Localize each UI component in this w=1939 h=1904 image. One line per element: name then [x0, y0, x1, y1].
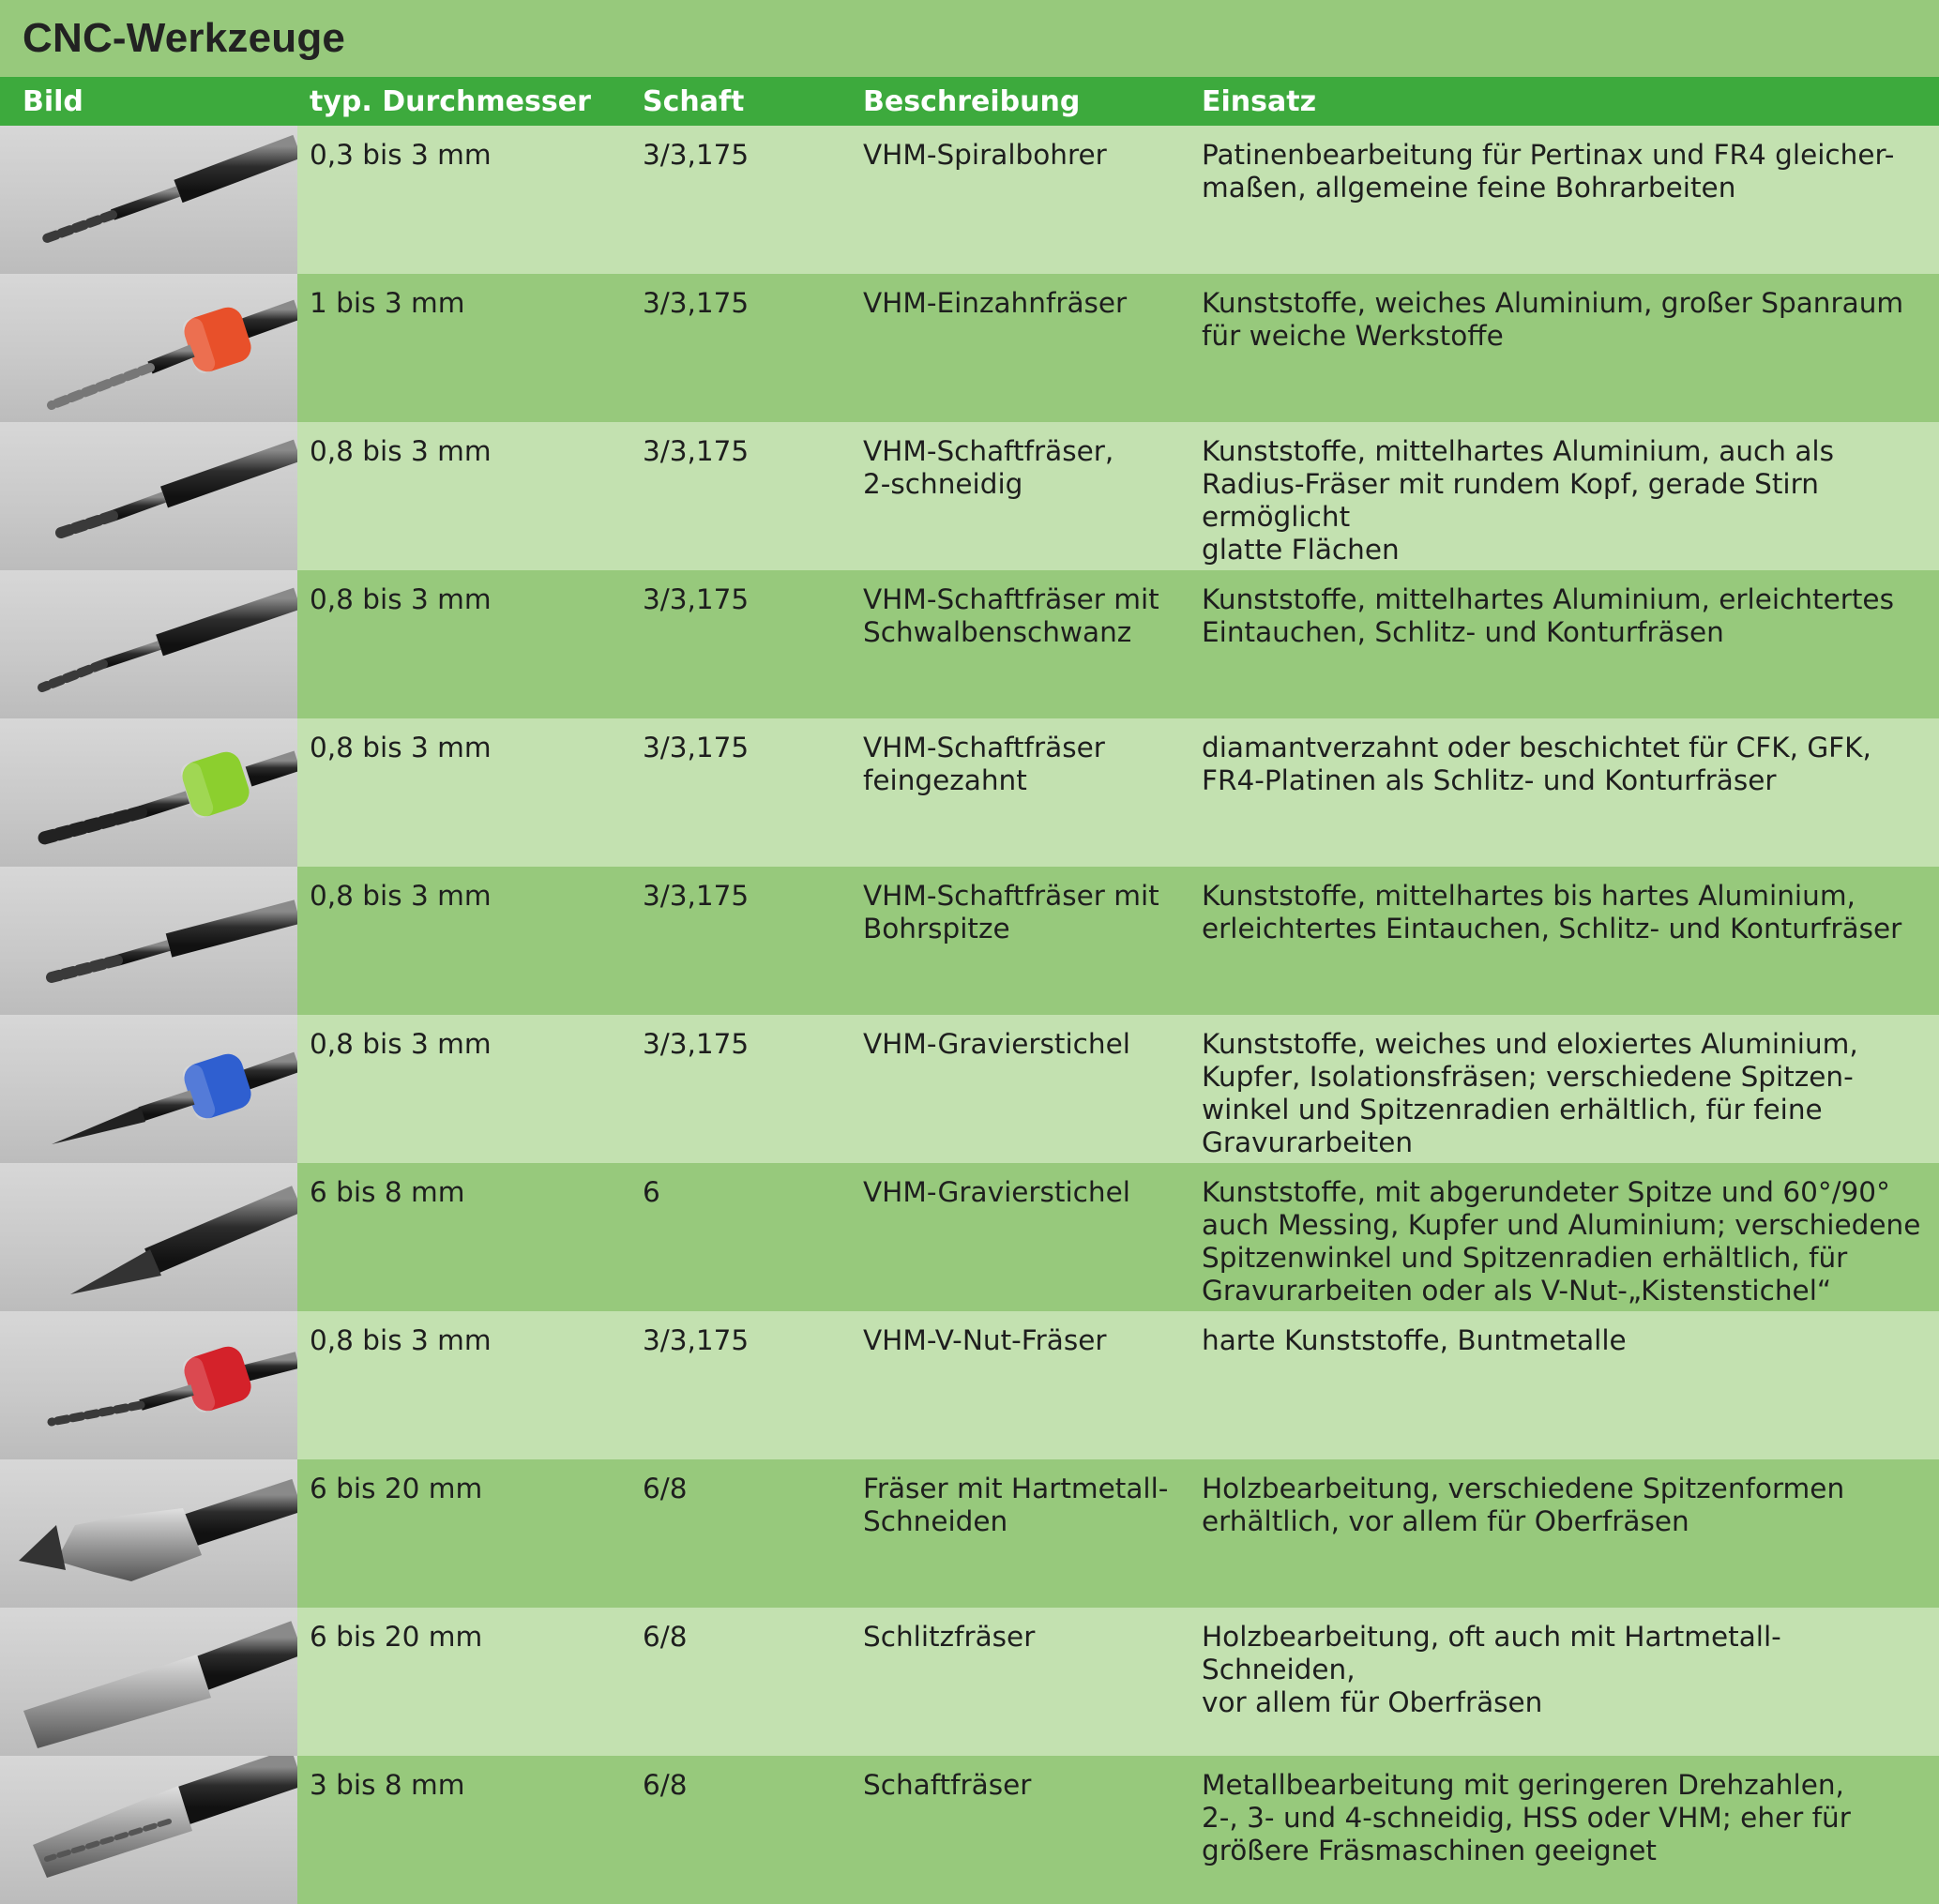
- table-body: [0, 126, 1939, 1904]
- page-title: CNC-Werkzeuge: [23, 15, 346, 61]
- end-mill-fishtail-image: [0, 570, 297, 718]
- table-row: [0, 126, 1939, 274]
- cell-durchmesser: 0,3 bis 3 mm: [310, 139, 492, 171]
- cell-durchmesser: 0,8 bis 3 mm: [310, 435, 492, 467]
- cell-durchmesser: 6 bis 8 mm: [310, 1176, 465, 1208]
- table-row: [0, 1756, 1939, 1904]
- engraving-bit-large-image: [0, 1163, 297, 1311]
- cell-beschreibung: Fräser mit Hartmetall- Schneiden: [863, 1473, 1169, 1537]
- cell-schaft: 3/3,175: [643, 732, 750, 763]
- header-schaft: Schaft: [643, 84, 745, 118]
- cell-beschreibung: VHM-V-Nut-Fräser: [863, 1324, 1107, 1356]
- cell-durchmesser: 6 bis 20 mm: [310, 1473, 483, 1504]
- table-row: [0, 274, 1939, 422]
- cell-beschreibung: VHM-Schaftfräser, 2-schneidig: [863, 435, 1114, 500]
- table-row: [0, 1608, 1939, 1756]
- cell-schaft: 6/8: [643, 1769, 688, 1801]
- slot-cutter-image: [0, 1608, 297, 1756]
- cell-durchmesser: 3 bis 8 mm: [310, 1769, 465, 1801]
- end-mill-two-flute-image: [0, 422, 297, 570]
- table-row: [0, 1459, 1939, 1608]
- cell-durchmesser: 0,8 bis 3 mm: [310, 880, 492, 912]
- cell-beschreibung: VHM-Spiralbohrer: [863, 139, 1107, 171]
- cell-einsatz: Kunststoffe, weiches Aluminium, großer Spanraum für weiche Werkstoffe: [1202, 287, 1904, 352]
- cell-schaft: 3/3,175: [643, 583, 750, 615]
- v-groove-cutter-red-ring-image: [0, 1311, 297, 1459]
- header-durchmesser: typ. Durchmesser: [310, 84, 591, 118]
- cell-durchmesser: 0,8 bis 3 mm: [310, 1028, 492, 1060]
- cell-schaft: 3/3,175: [643, 880, 750, 912]
- cell-einsatz: Kunststoffe, mit abgerundeter Spitze und 60°/90° auch Messing, Kupfer und Aluminium; verschiedene Spitzenwinkel und Spitzenradien erhältlich, für Gravurarbeiten oder als V-Nut-„Kistenstichel“: [1202, 1176, 1921, 1307]
- title-bar: [0, 0, 1939, 77]
- end-mill-hss-image: [0, 1756, 297, 1904]
- cell-schaft: 6: [643, 1176, 660, 1208]
- cell-beschreibung: VHM-Schaftfräser mit Bohrspitze: [863, 880, 1159, 944]
- cell-einsatz: Kunststoffe, mittelhartes bis hartes Aluminium, erleichtertes Eintauchen, Schlitz- und Konturfräser: [1202, 880, 1902, 944]
- single-flute-cutter-orange-ring-image: [0, 274, 297, 422]
- table-row: [0, 570, 1939, 718]
- cell-beschreibung: VHM-Schaftfräser mit Schwalbenschwanz: [863, 583, 1159, 648]
- header-einsatz: Einsatz: [1202, 84, 1317, 118]
- header-beschreibung: Beschreibung: [863, 84, 1081, 118]
- cell-einsatz: diamantverzahnt oder beschichtet für CFK, GFK, FR4-Platinen als Schlitz- und Konturfräser: [1202, 732, 1871, 796]
- table-row: [0, 1015, 1939, 1163]
- cell-durchmesser: 0,8 bis 3 mm: [310, 583, 492, 615]
- cell-beschreibung: VHM-Gravierstichel: [863, 1028, 1130, 1060]
- cell-schaft: 3/3,175: [643, 139, 750, 171]
- cell-beschreibung: VHM-Gravierstichel: [863, 1176, 1130, 1208]
- cell-einsatz: Metallbearbeitung mit geringeren Drehzahlen, 2-, 3- und 4-schneidig, HSS oder VHM; eher für größere Fräsmaschinen geeignet: [1202, 1769, 1851, 1866]
- table-row: [0, 867, 1939, 1015]
- cell-schaft: 6/8: [643, 1621, 688, 1653]
- table-row: [0, 1311, 1939, 1459]
- cell-schaft: 6/8: [643, 1473, 688, 1504]
- spiral-drill-bit-image: [0, 126, 297, 274]
- cell-beschreibung: Schlitzfräser: [863, 1621, 1036, 1653]
- table-row: [0, 1163, 1939, 1311]
- cell-einsatz: Kunststoffe, mittelhartes Aluminium, auch als Radius-Fräser mit rundem Kopf, gerade Stirn ermöglicht glatte Flächen: [1202, 435, 1834, 566]
- cell-beschreibung: Schaftfräser: [863, 1769, 1032, 1801]
- table-row: [0, 422, 1939, 570]
- cell-einsatz: Kunststoffe, weiches und eloxiertes Aluminium, Kupfer, Isolationsfräsen; verschiedene Spitzen- winkel und Spitzenradien erhältlich, für feine Gravurarbeiten: [1202, 1028, 1858, 1158]
- header-bild: Bild: [23, 84, 83, 118]
- cell-beschreibung: VHM-Schaftfräser feingezahnt: [863, 732, 1105, 796]
- fine-tooth-cutter-green-ring-image: [0, 718, 297, 867]
- table-header: [0, 77, 1939, 126]
- end-mill-drill-point-image: [0, 867, 297, 1015]
- carbide-v-router-bit-image: [0, 1459, 297, 1608]
- cell-einsatz: harte Kunststoffe, Buntmetalle: [1202, 1324, 1627, 1356]
- cell-durchmesser: 0,8 bis 3 mm: [310, 732, 492, 763]
- table-row: [0, 718, 1939, 867]
- cell-einsatz: Holzbearbeitung, verschiedene Spitzenformen erhältlich, vor allem für Oberfräsen: [1202, 1473, 1845, 1537]
- cell-schaft: 3/3,175: [643, 435, 750, 467]
- cell-durchmesser: 6 bis 20 mm: [310, 1621, 483, 1653]
- cell-durchmesser: 0,8 bis 3 mm: [310, 1324, 492, 1356]
- cell-durchmesser: 1 bis 3 mm: [310, 287, 465, 319]
- cell-einsatz: Holzbearbeitung, oft auch mit Hartmetall-Schneiden, vor allem für Oberfräsen: [1202, 1621, 1781, 1718]
- cell-schaft: 3/3,175: [643, 1028, 750, 1060]
- cell-schaft: 3/3,175: [643, 1324, 750, 1356]
- cell-einsatz: Patinenbearbeitung für Pertinax und FR4 gleicher- maßen, allgemeine feine Bohrarbeiten: [1202, 139, 1895, 204]
- engraving-bit-blue-ring-image: [0, 1015, 297, 1163]
- cell-schaft: 3/3,175: [643, 287, 750, 319]
- cell-einsatz: Kunststoffe, mittelhartes Aluminium, erleichtertes Eintauchen, Schlitz- und Konturfräsen: [1202, 583, 1894, 648]
- cell-beschreibung: VHM-Einzahnfräser: [863, 287, 1128, 319]
